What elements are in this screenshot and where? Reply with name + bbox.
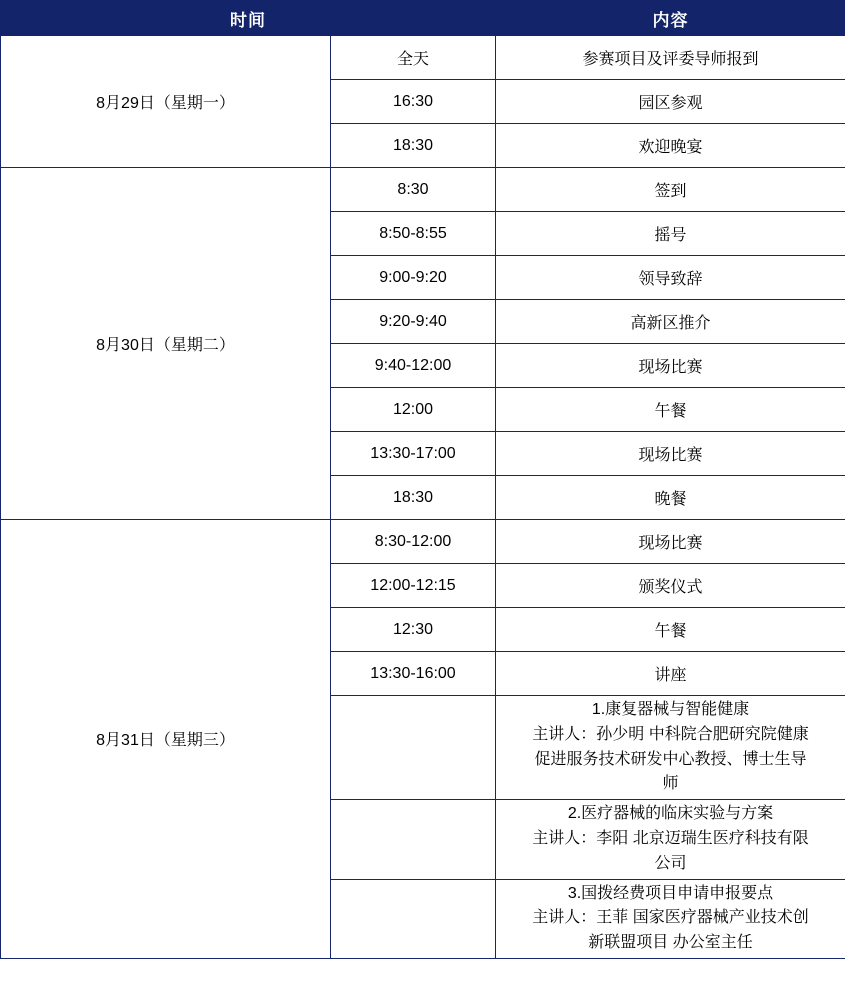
lecture-speaker-line: 主讲人：李阳 北京迈瑞生医疗科技有限 <box>532 829 809 847</box>
lecture-speaker-line: 公司 <box>654 854 687 872</box>
table-row <box>1 36 845 80</box>
lecture-speaker-line: 主讲人：孙少明 中科院合肥研究院健康 <box>532 725 809 743</box>
header-row <box>1 1 845 36</box>
time-cell: 18:30 <box>331 476 496 520</box>
content-cell: 高新区推介 <box>496 300 845 344</box>
time-cell: 13:30-16:00 <box>331 652 496 696</box>
time-cell: 12:00-12:15 <box>331 564 496 608</box>
lecture-speaker-line: 促进服务技术研发中心教授、博士生导 <box>534 750 807 768</box>
time-cell: 全天 <box>331 36 496 80</box>
header-content: 内容 <box>496 1 845 36</box>
time-cell: 18:30 <box>331 124 496 168</box>
content-cell: 签到 <box>496 168 845 212</box>
content-cell: 领导致辞 <box>496 256 845 300</box>
time-cell <box>331 879 496 958</box>
header-time: 时间 <box>1 1 496 36</box>
lecture-cell <box>496 800 845 879</box>
content-cell: 午餐 <box>496 608 845 652</box>
time-cell: 9:40-12:00 <box>331 344 496 388</box>
time-cell: 9:20-9:40 <box>331 300 496 344</box>
time-cell: 16:30 <box>331 80 496 124</box>
content-cell: 午餐 <box>496 388 845 432</box>
content-cell: 参赛项目及评委导师报到 <box>496 36 845 80</box>
time-cell: 12:00 <box>331 388 496 432</box>
table-row <box>1 520 845 564</box>
content-cell: 颁奖仪式 <box>496 564 845 608</box>
date-cell-day2: 8月30日（星期二） <box>1 168 331 520</box>
time-cell: 8:30-12:00 <box>331 520 496 564</box>
time-cell: 8:30 <box>331 168 496 212</box>
content-cell: 欢迎晚宴 <box>496 124 845 168</box>
content-cell: 摇号 <box>496 212 845 256</box>
lecture-title: 3.国拨经费项目申请申报要点 <box>567 884 774 902</box>
date-cell-day1: 8月29日（星期一） <box>1 36 331 168</box>
lecture-cell <box>496 879 845 958</box>
lecture-speaker-line: 师 <box>662 775 679 793</box>
lecture-speaker-line: 新联盟项目 办公室主任 <box>588 934 753 952</box>
content-cell: 现场比赛 <box>496 432 845 476</box>
lecture-speaker-line: 主讲人：王菲 国家医疗器械产业技术创 <box>532 909 809 927</box>
time-cell: 9:00-9:20 <box>331 256 496 300</box>
lecture-title: 1.康复器械与智能健康 <box>591 701 750 718</box>
table-body <box>1 36 845 959</box>
content-cell: 现场比赛 <box>496 520 845 564</box>
content-cell: 现场比赛 <box>496 344 845 388</box>
lecture-cell <box>496 696 845 800</box>
time-cell <box>331 696 496 800</box>
content-cell: 讲座 <box>496 652 845 696</box>
time-cell: 8:50-8:55 <box>331 212 496 256</box>
time-cell <box>331 800 496 879</box>
date-cell-day3: 8月31日（星期三） <box>1 520 331 959</box>
content-cell: 晚餐 <box>496 476 845 520</box>
content-cell: 园区参观 <box>496 80 845 124</box>
time-cell: 13:30-17:00 <box>331 432 496 476</box>
lecture-title: 2.医疗器械的临床实验与方案 <box>567 805 774 823</box>
time-cell: 12:30 <box>331 608 496 652</box>
table-header <box>1 1 845 36</box>
table-row <box>1 168 845 212</box>
